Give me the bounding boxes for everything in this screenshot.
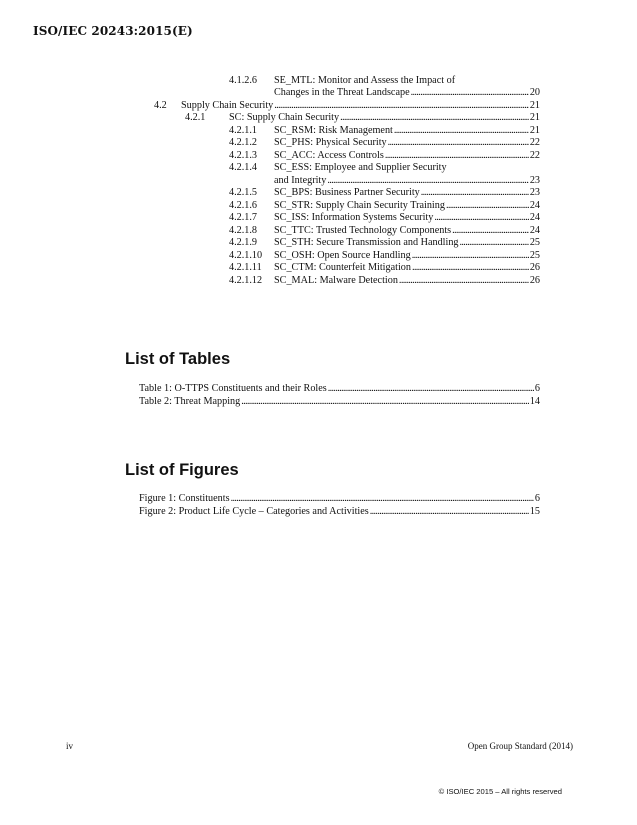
toc-title: SC_MAL: Malware Detection — [274, 274, 398, 286]
toc-entry-4-2-1 — [185, 112, 540, 124]
toc-leader-dots — [411, 87, 529, 99]
list-of-tables-heading: List of Tables — [125, 350, 231, 368]
footer-page-number: iv — [66, 741, 74, 751]
toc-entry-continuation — [274, 87, 540, 99]
list-of-figures-heading: List of Figures — [125, 461, 239, 479]
toc-title: SC_STR: Supply Chain Security Training — [274, 199, 445, 211]
table-entry-title: Table 2: Threat Mapping — [139, 396, 241, 407]
toc-page-number: 26 — [529, 262, 540, 273]
toc-page-number: 14 — [529, 396, 540, 407]
toc-leader-dots — [388, 137, 529, 149]
toc-entry-4-2-1-2 — [229, 137, 540, 149]
toc-title: SC_TTC: Trusted Technology Components — [274, 224, 452, 236]
toc-number: 4.2.1.4 — [229, 162, 258, 173]
toc-page-number: 24 — [529, 199, 540, 211]
toc-title: SC_ESS: Employee and Supplier Security — [274, 162, 447, 173]
figure-entry — [139, 506, 540, 518]
toc-number: 4.2 — [154, 99, 167, 111]
toc-page-number: 15 — [529, 506, 540, 517]
toc-leader-dots — [452, 225, 529, 237]
toc-entry-4-1-2-6 — [229, 75, 455, 87]
toc-entry-4-2-1-5 — [229, 187, 540, 199]
toc-number: 4.2.1.10 — [229, 249, 263, 261]
toc-leader-dots — [394, 125, 529, 137]
toc-number: 4.2.1.3 — [229, 149, 258, 161]
toc-title: SC_ISS: Information Systems Security — [274, 212, 434, 223]
toc-entry-4-2-1-10 — [229, 250, 540, 262]
toc-number: 4.2.1.11 — [229, 262, 262, 273]
toc-entry-4-2 — [154, 100, 540, 112]
toc-leader-dots — [231, 493, 534, 505]
toc-entry-4-2-1-8 — [229, 225, 540, 237]
figure-entry-title: Figure 1: Constituents — [139, 493, 230, 504]
toc-number: 4.2.1.12 — [229, 274, 263, 286]
toc-entry-4-2-1-7 — [229, 212, 540, 224]
toc-page-number: 20 — [529, 87, 540, 98]
toc-entry-4-2-1-1 — [229, 125, 540, 137]
toc-title: SC_BPS: Business Partner Security — [274, 187, 420, 198]
toc-entry-4-2-1-3 — [229, 150, 540, 162]
toc-leader-dots — [340, 112, 529, 124]
toc-title: SC: Supply Chain Security — [229, 112, 340, 123]
toc-number: 4.2.1.1 — [229, 124, 258, 136]
toc-entry-4-2-1-9 — [229, 237, 540, 249]
toc-entry-4-2-1-12 — [229, 275, 540, 287]
toc-entry-4-2-1-4 — [229, 162, 447, 174]
toc-title: Supply Chain Security — [181, 99, 274, 111]
toc-entry-continuation — [274, 175, 540, 187]
toc-title: SC_STH: Secure Transmission and Handling — [274, 237, 459, 248]
toc-leader-dots — [328, 383, 534, 395]
toc-number: 4.2.1.9 — [229, 237, 258, 248]
toc-leader-dots — [241, 396, 529, 408]
toc-title: SC_PHS: Physical Security — [274, 137, 387, 148]
table-entry-title: Table 1: O-TTPS Constituents and their Roles — [139, 383, 327, 394]
toc-leader-dots — [274, 100, 529, 112]
toc-page-number: 21 — [529, 112, 540, 123]
toc-title: SC_ACC: Access Controls — [274, 149, 384, 161]
toc-page-number: 23 — [529, 174, 540, 186]
figure-entry-title: Figure 2: Product Life Cycle – Categories and Activities — [139, 506, 369, 517]
toc-leader-dots — [370, 506, 529, 518]
footer-standard-name: Open Group Standard (2014) — [467, 741, 573, 751]
toc-title: Changes in the Threat Landscape — [274, 87, 410, 98]
toc-page-number: 24 — [529, 224, 540, 236]
toc-title: SC_CTM: Counterfeit Mitigation — [274, 262, 411, 273]
toc-number: 4.2.1.6 — [229, 199, 258, 211]
table-entry — [139, 396, 540, 408]
toc-leader-dots — [446, 200, 529, 212]
toc-page-number: 22 — [529, 137, 540, 148]
toc-leader-dots — [421, 187, 529, 199]
toc-page-number: 6 — [534, 383, 540, 394]
toc-number: 4.2.1 — [185, 112, 206, 123]
toc-leader-dots — [385, 150, 529, 162]
copyright-notice: © ISO/IEC 2015 – All rights reserved — [438, 787, 562, 796]
toc-number: 4.2.1.2 — [229, 137, 258, 148]
toc-leader-dots — [412, 250, 529, 262]
toc-page-number: 21 — [529, 124, 540, 136]
toc-title: SC_OSH: Open Source Handling — [274, 249, 411, 261]
toc-number: 4.1.2.6 — [229, 75, 258, 86]
toc-leader-dots — [460, 237, 529, 249]
toc-page-number: 24 — [529, 212, 540, 223]
toc-leader-dots — [434, 212, 528, 224]
toc-page-number: 23 — [529, 187, 540, 198]
toc-leader-dots — [412, 262, 529, 274]
figure-entry — [139, 493, 540, 505]
toc-leader-dots — [399, 275, 529, 287]
toc-entry-4-2-1-11 — [229, 262, 540, 274]
toc-page-number: 22 — [529, 149, 540, 161]
toc-number: 4.2.1.8 — [229, 224, 258, 236]
toc-page-number: 21 — [529, 99, 540, 111]
toc-page-number: 6 — [534, 493, 540, 504]
document-id-header: ISO/IEC 20243:2015(E) — [33, 24, 193, 38]
table-entry — [139, 383, 540, 395]
toc-entry-4-2-1-6 — [229, 200, 540, 212]
toc-title: SE_MTL: Monitor and Assess the Impact of — [274, 75, 456, 86]
toc-page-number: 26 — [529, 274, 540, 286]
toc-title: and Integrity — [274, 174, 327, 186]
toc-number: 4.2.1.5 — [229, 187, 258, 198]
toc-page-number: 25 — [529, 249, 540, 261]
toc-title: SC_RSM: Risk Management — [274, 124, 393, 136]
toc-page-number: 25 — [529, 237, 540, 248]
toc-number: 4.2.1.7 — [229, 212, 258, 223]
toc-leader-dots — [327, 175, 528, 187]
